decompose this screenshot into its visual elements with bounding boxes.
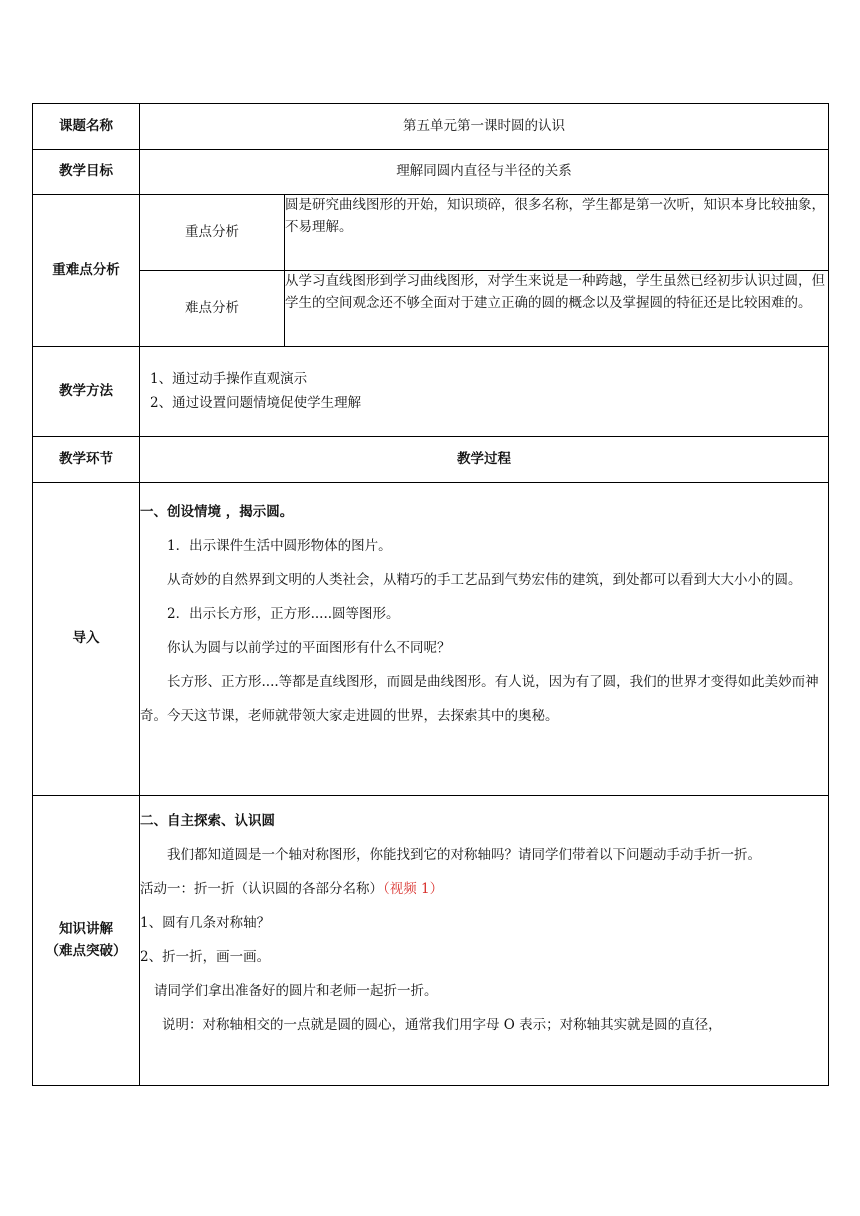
- knowledge-label-line-2: （难点突破）: [45, 942, 127, 959]
- difficult-analysis-text: [285, 271, 829, 347]
- knowledge-content: [140, 796, 829, 1086]
- method-content: [140, 347, 829, 437]
- key-analysis-label: 重点分析: [140, 195, 285, 271]
- knowledge-heading: 二、自主探索、认识圆: [140, 813, 275, 829]
- topic-value: 第五单元第一课时圆的认识: [140, 104, 829, 150]
- intro-heading: 一、创设情境 ，揭示圆。: [140, 504, 294, 520]
- intro-paragraph-1: 1．出示课件生活中圆形物体的图片。: [167, 538, 392, 554]
- knowledge-paragraph-3: 说明：对称轴相交的一点就是圆的圆心，通常我们用字母 O 表示；对称轴其实就是圆的直径，: [162, 1017, 722, 1033]
- row-difficult-analysis: [33, 271, 829, 347]
- row-topic: [33, 104, 829, 150]
- intro-paragraph-5: 长方形、正方形....等都是直线图形，而圆是曲线图形。有人说，因为有了圆，我们的世界才变得如此美妙而神奇。今天这节课，老师就带领大家走进圆的世界，去探索其中的奥秘。: [140, 674, 819, 724]
- intro-content: [140, 483, 829, 796]
- row-goal: [33, 150, 829, 195]
- knowledge-activity: [140, 872, 828, 906]
- intro-label: 导入: [33, 483, 140, 796]
- knowledge-label-line-1: 知识讲解: [59, 920, 113, 937]
- knowledge-paragraph-1: 我们都知道圆是一个轴对称图形，你能找到它的对称轴吗？请同学们带着以下问题动手动手折一折。: [167, 847, 761, 863]
- knowledge-question-2: 2、折一折，画一画。: [140, 949, 271, 965]
- method-item-1: 1、通过动手操作直观演示: [150, 370, 308, 387]
- row-knowledge: [33, 796, 829, 1086]
- knowledge-paragraph-2: 请同学们拿出准备好的圆片和老师一起折一折。: [154, 983, 438, 999]
- intro-paragraph-2: 从奇妙的自然界到文明的人类社会，从精巧的手工艺品到气势宏伟的建筑，到处都可以看到大大小小的圆。: [167, 572, 802, 588]
- method-label: 教学方法: [33, 347, 140, 437]
- knowledge-label: [33, 796, 140, 1086]
- difficult-analysis-paragraph: 从学习直线图形到学习曲线图形，对学生来说是一种跨越，学生虽然已经初步认识过圆，但学生的空间观念还不够全面对于建立正确的圆的概念以及掌握圆的特征还是比较困难的。: [285, 273, 825, 311]
- row-key-analysis: [33, 195, 829, 271]
- method-item-2: 2、通过设置问题情境促使学生理解: [150, 394, 362, 411]
- activity-text: 活动一：折一折（认识圆的各部分名称）: [140, 881, 383, 897]
- row-intro: [33, 483, 829, 796]
- analysis-label: 重难点分析: [33, 195, 140, 347]
- knowledge-question-1: 1、圆有几条对称轴？: [140, 915, 271, 931]
- lesson-plan-table: [32, 103, 829, 1086]
- process-label: 教学过程: [140, 437, 829, 483]
- topic-label: 课题名称: [33, 104, 140, 150]
- goal-label: 教学目标: [33, 150, 140, 195]
- stage-label: 教学环节: [33, 437, 140, 483]
- row-stage-header: [33, 437, 829, 483]
- key-analysis-text: [285, 195, 829, 271]
- key-analysis-paragraph: 圆是研究曲线图形的开始，知识琐碎，很多名称，学生都是第一次听，知识本身比较抽象，不易理解。: [285, 197, 825, 235]
- intro-paragraph-4: 你认为圆与以前学过的平面图形有什么不同呢？: [167, 640, 451, 656]
- video-link[interactable]: （视频 1）: [383, 881, 444, 897]
- goal-value: 理解同圆内直径与半径的关系: [140, 150, 829, 195]
- row-method: [33, 347, 829, 437]
- difficult-analysis-label: 难点分析: [140, 271, 285, 347]
- intro-paragraph-3: 2．出示长方形，正方形.....圆等图形。: [167, 606, 400, 622]
